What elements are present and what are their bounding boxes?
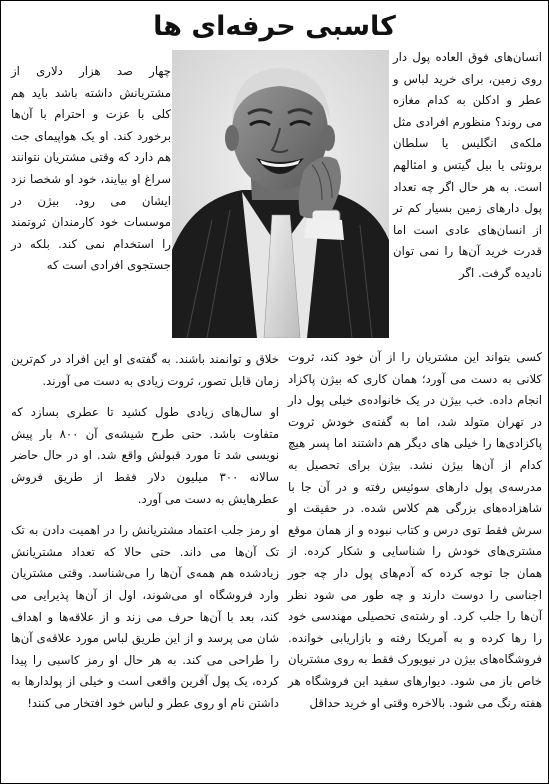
portrait-photo-icon: [172, 50, 389, 338]
column-top-left: [11, 61, 171, 351]
column-top-right: [393, 47, 542, 347]
paragraph: او سال‌های زیادی طول کشید تا عطری بسازد که متفاوت باشد. حتی طرح شیشه‌ی آن ۸۰۰ بار پیش نویسی شد تا مورد قبولش واقع شد. او در حال حاضر سالانه ۳۰۰ میلیون دلار فقط از طریق فروش عطرهایش به دست می آورد.: [11, 405, 279, 506]
article-title: کاسبی حرفه‌ای ها: [153, 11, 396, 42]
column-bottom-left: [11, 349, 279, 777]
paragraph: چهار صد هزار دلاری از مشتریانش داشته باشد باید هم کلی با عزت و احترام با آن‌ها برخورد کند. او یک هواپیمای جت هم دارد که وقتی مشتریان نتوانند سراغ او بیایند، خود او شخصا نزد ایشان می رود. بیژن در موسسات خود کارمندان ثروتمند را استخدام نمی کند. بلکه در جستجوی افرادی است که: [11, 64, 171, 273]
paragraph: کسی بتواند این مشتریان را از آن خود کند، ثروت کلانی به دست می آورد؛ همان کاری که بیژن پاکزاد انجام داده. خب بیژن در یک خانواده‌ی خیلی پول دار در تهران متولد شد، اما به گفته‌ی خودش ثروت پاکزادی‌ها را خیلی های دیگر هم داشتند اما پسر هیچ کدام از آن‌ها بیژن نشد. بیژن برای تحصیل به مدرسه‌ی پول دارهای سوئیس رفته و در آن جا با شاهزاده‌های بزرگی هم کلاس شده. در حقیقت او سرش فقط توی درس و کتاب نبوده و از همان موقع مشتری‌های خودش را شناسایی و شکار کرده. از همان جا توجه کرده که آدم‌های پول دار چه جور اجناسی را دوست دارند و چه طور می شود نظر آن‌ها را جلب کرد. او رشته‌ی تحصیلی مهندسی خود را رها کرده و به آمریکا رفته و بازاریابی خوانده. فروشگاه‌های بیژن در نیویورک فقط به روی مشتریان خاص باز می شود. دیوارهای سفید این فروشگاه هر هفته رنگ می شود. بالاخره وقتی او خرید حداقل: [288, 350, 542, 710]
paragraph: خلاق و توانمند باشند. به گفته‌ی او این افراد در کم‌ترین زمان قابل تصور، ثروت زیادی به دست می آورند.: [11, 352, 279, 388]
portrait-photo: [172, 50, 389, 338]
paragraph: او رمز جلب اعتماد مشتریانش را در اهمیت دادن به تک تک آن‌ها می داند. حتی حالا که تعداد مشتریانش زیادشده هم همه‌ی آن‌ها را می‌شناسد. وقتی مشتریان وارد فروشگاه او می‌شوند، اول از آن‌ها پذیرایی می کند، بعد با آن‌ها حرف می زند و از علاقه‌ها و اهداف شان می پرسد و از این طریق لباس مورد علاقه‌ی آن‌ها را طراحی می کند. به هر حال او رمز کاسبی را پیدا کرده، یک پول آفرین واقعی است و خیلی از پولدارها به داشتن نام او روی عطر و لباس خود افتخار می کنند!: [11, 523, 279, 710]
paragraph: انسان‌های فوق العاده پول دار روی زمین، برای خرید لباس و عطر و ادکلن به کدام مغازه می روند؟ منظورم افرادی مثل ملکه‌ی انگلیس یا سلطان برونئی یا بیل گیتس و امثالهم است. به هر حال اگر چه تعداد پول دارهای زمین بسیار کم تر از انسان‌های عادی است اما قدرت خرید آن‌ها را نمی توان نادیده گرفت. اگر: [393, 50, 542, 280]
column-bottom-right: [288, 347, 542, 781]
